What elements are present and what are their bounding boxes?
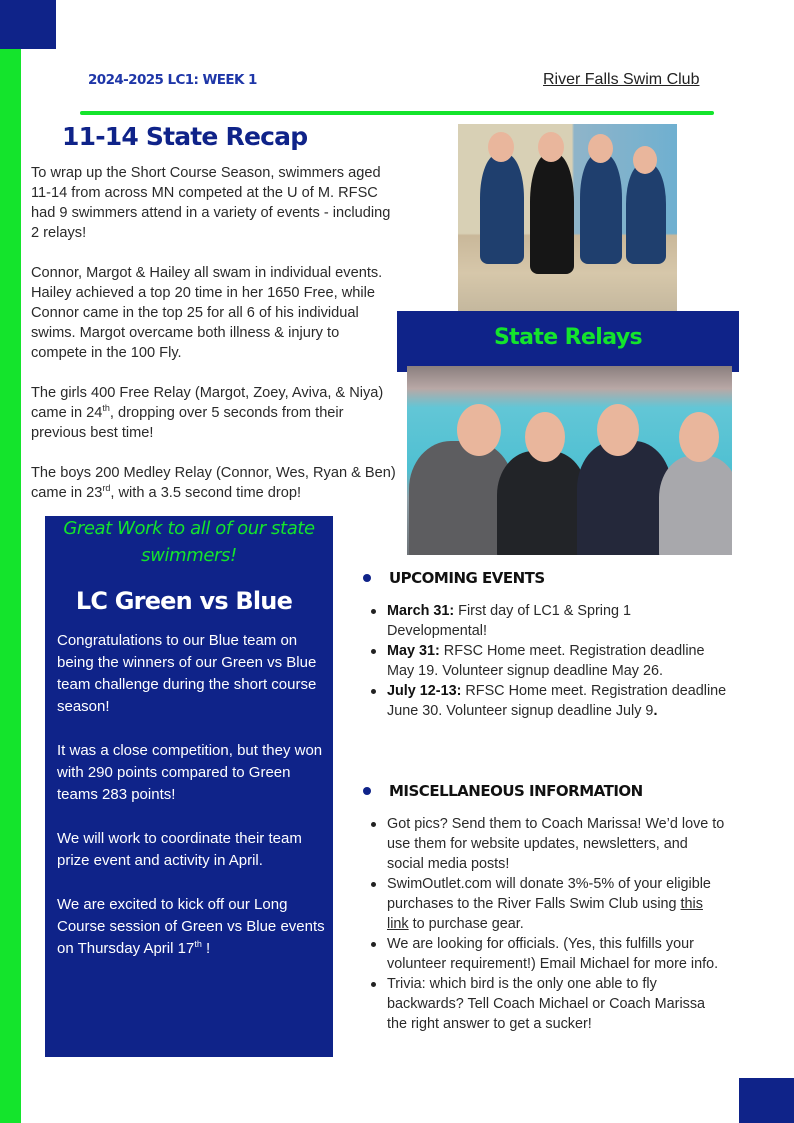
upcoming-events-list: [368, 601, 728, 721]
recap-title: 11-14 State Recap: [62, 122, 308, 151]
misc-text-end: to purchase gear.: [408, 916, 524, 932]
swimmer-head: [538, 132, 564, 162]
recap-article: [31, 163, 396, 523]
kickoff-text-end: !: [201, 940, 211, 957]
header-divider: [80, 111, 714, 115]
event-item: [368, 601, 728, 641]
panel-paragraph: Congratulations to our Blue team on being the winners of our Green vs Blue team challenge during the short course season!: [57, 632, 317, 715]
misc-item: We are looking for officials. (Yes, this fulfills your volunteer requirement!) Email Michael for more info.: [368, 934, 728, 974]
state-relays-title: State Relays: [493, 325, 643, 350]
week-label: 2024-2025 LC1: WEEK 1: [88, 72, 257, 88]
misc-info-list: [368, 814, 728, 1034]
recap-paragraph: Connor, Margot & Hailey all swam in individual events. Hailey achieved a top 20 time in her 1650 Free, while Connor came in the top 25 for all 6 of his individual swims. Margot overcame both illness & injury to compete in the 100 Fly.: [31, 265, 383, 361]
misc-info-heading: [360, 782, 643, 800]
swimmer-figure: [580, 154, 622, 264]
misc-item: Trivia: which bird is the only one able to fly backwards? Tell Coach Michael or Coach Marissa the right answer to get a sucker!: [368, 974, 728, 1034]
event-date: March 31:: [387, 603, 455, 619]
boys-relay-paragraph: [31, 463, 396, 503]
event-date: May 31:: [387, 643, 440, 659]
girls-relay-paragraph: [31, 383, 396, 443]
upcoming-events-label: UPCOMING EVENTS: [389, 569, 545, 587]
ordinal-suffix: th: [194, 939, 202, 949]
swimmer-head: [588, 134, 613, 163]
event-description: RFSC Home meet. Registration deadline June 30. Volunteer signup deadline July 9: [387, 683, 727, 719]
green-vs-blue-title: LC Green vs Blue: [75, 587, 293, 615]
event-description: RFSC Home meet. Registration deadline May 19. Volunteer signup deadline May 26.: [387, 643, 705, 679]
misc-info-label: MISCELLANEOUS INFORMATION: [389, 782, 643, 800]
swimmer-head: [488, 132, 514, 162]
ordinal-suffix: rd: [102, 483, 111, 493]
girls-relay-text: The girls 400 Free Relay (Margot, Zoey, Aviva, & Niya) came in 24: [31, 385, 384, 421]
event-end-punctuation: .: [653, 703, 658, 719]
ordinal-suffix: th: [102, 403, 110, 413]
girls-relay-text-end: , dropping over 5 seconds from their previous best time!: [31, 405, 344, 441]
swimmer-head: [597, 404, 639, 456]
swimoutlet-link[interactable]: this link: [387, 896, 703, 932]
event-date: July 12-13:: [387, 683, 462, 699]
kickoff-text: We are excited to kick off our Long Course session of Green vs Blue events on Thursday April 17: [57, 896, 325, 957]
swimmer-head: [679, 412, 719, 462]
swimmer-head: [633, 146, 657, 174]
top-left-corner-block: [0, 0, 56, 49]
panel-paragraph: It was a close competition, but they won with 290 points compared to Green teams 283 points!: [57, 742, 323, 803]
event-description: First day of LC1 & Spring 1 Developmental!: [387, 603, 631, 639]
swimmer-figure: [577, 441, 672, 555]
recap-paragraph: To wrap up the Short Course Season, swimmers aged 11-14 from across MN competed at the U of M. RFSC had 9 swimmers attend in a variety of events - including 2 relays!: [31, 165, 391, 241]
bullet-dot-icon: [363, 787, 371, 795]
upcoming-events-heading: [360, 569, 545, 587]
great-work-callout: Great Work to all of our state swimmers!: [63, 518, 315, 566]
misc-text: SwimOutlet.com will donate 3%-5% of your eligible purchases to the River Falls Swim Club using: [387, 876, 711, 912]
bullet-dot-icon: [363, 574, 371, 582]
misc-item: [368, 874, 728, 934]
panel-paragraph: We will work to coordinate their team prize event and activity in April.: [57, 830, 302, 869]
girls-relay-photo: [458, 124, 677, 323]
misc-item: Got pics? Send them to Coach Marissa! We’d love to use them for website updates, newsletters, and social media posts!: [368, 814, 728, 874]
swimmer-figure: [530, 154, 574, 274]
event-item: [368, 641, 728, 681]
swimmer-head: [457, 404, 501, 456]
swimmer-figure: [497, 451, 587, 555]
boys-relay-text-end: , with a 3.5 second time drop!: [110, 485, 302, 501]
club-name-link[interactable]: River Falls Swim Club: [543, 71, 700, 88]
bottom-right-corner-block: [739, 1078, 794, 1123]
left-green-stripe: [0, 49, 21, 1123]
swimmer-figure: [659, 456, 732, 555]
kickoff-paragraph: [57, 894, 327, 960]
green-vs-blue-body: [57, 630, 327, 982]
boys-relay-text: The boys 200 Medley Relay (Connor, Wes, Ryan & Ben) came in 23: [31, 465, 396, 501]
swimmer-head: [525, 412, 565, 462]
event-item: [368, 681, 728, 721]
swimmer-figure: [626, 164, 666, 264]
boys-relay-photo: [407, 366, 732, 555]
swimmer-figure: [480, 154, 524, 264]
